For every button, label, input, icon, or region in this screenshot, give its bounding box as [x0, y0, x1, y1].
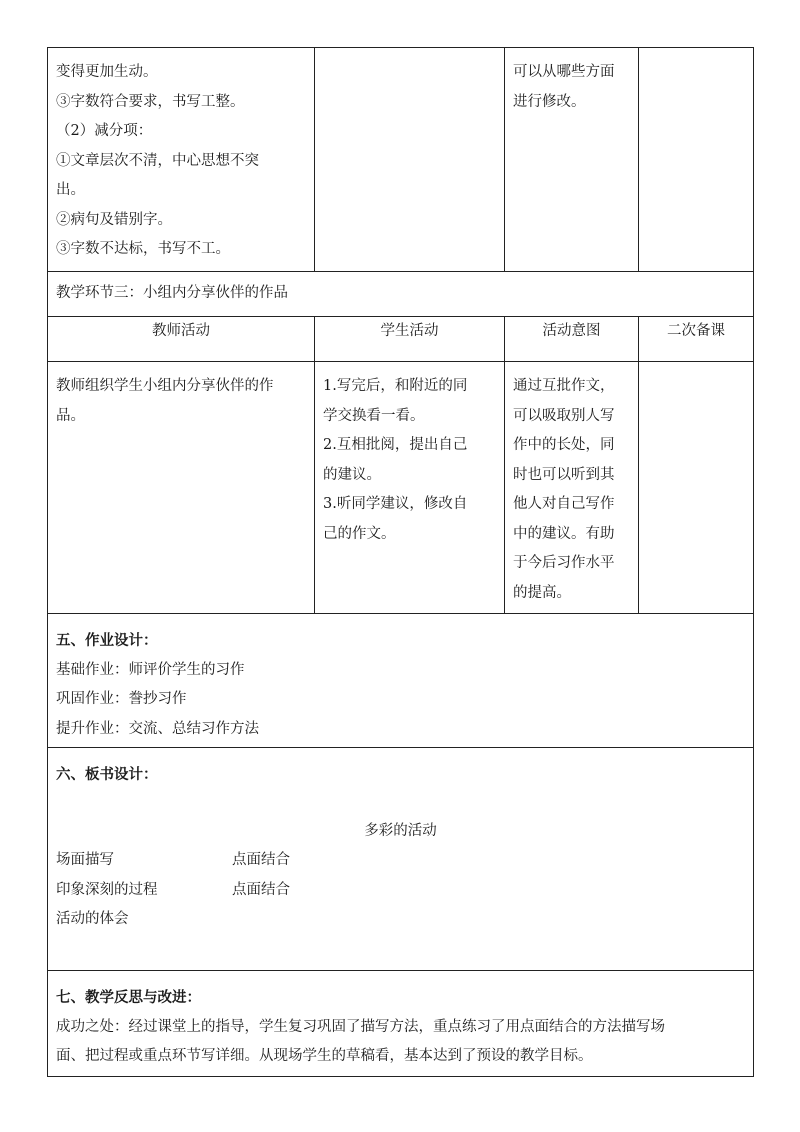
homework-line: 提升作业：交流、总结习作方法 [56, 720, 259, 737]
board-entry-left: 印象深刻的过程 [56, 881, 158, 898]
reflection-row [48, 971, 754, 1077]
homework-line: 基础作业：师评价学生的习作 [56, 661, 245, 678]
header-student: 学生活动 [315, 317, 505, 362]
lesson-plan-table [47, 47, 754, 1077]
intent-cell [505, 362, 639, 614]
criteria-line: （2）减分项： [56, 123, 153, 139]
board-title: 六、板书设计： [56, 766, 158, 783]
scoring-criteria-cell [48, 48, 315, 272]
criteria-line: 出。 [56, 182, 85, 198]
student-line: 1.写完后，和附近的同 [323, 378, 468, 394]
header-teacher: 教师活动 [48, 317, 315, 362]
board-entry [56, 846, 745, 876]
student-line: 学交换看一看。 [323, 407, 425, 424]
student-line: 的建议。 [323, 466, 381, 483]
homework-cell [48, 614, 754, 748]
header-second-prep: 二次备课 [639, 317, 754, 362]
intent-line: 可以从哪些方面 [513, 64, 615, 80]
criteria-line: ③字数符合要求，书写工整。 [56, 93, 245, 110]
student-line: 己的作文。 [323, 525, 396, 542]
intent-line: 通过互批作文， [513, 378, 615, 394]
intent-line: 可以吸取别人写 [513, 407, 615, 424]
section-title-row [48, 272, 754, 317]
student-activity-cell [315, 362, 505, 614]
intent-line: 时也可以听到其 [513, 466, 615, 483]
teacher-activity-cell [48, 362, 315, 614]
student-line: 3.听同学建议，修改自 [323, 496, 468, 512]
second-prep-cell [639, 48, 754, 272]
header-intent: 活动意图 [505, 317, 639, 362]
criteria-line: ①文章层次不清，中心思想不突 [56, 152, 259, 169]
board-cell [48, 748, 754, 971]
second-prep-cell [639, 362, 754, 614]
criteria-line: 变得更加生动。 [56, 64, 158, 80]
criteria-line: ②病句及错别字。 [56, 211, 172, 228]
criteria-line: ③字数不达标，书写不工。 [56, 241, 230, 257]
board-heading: 多彩的活动 [364, 822, 437, 839]
student-activity-cell [315, 48, 505, 272]
homework-row [48, 614, 754, 748]
intent-line: 的提高。 [513, 584, 571, 601]
continuation-row [48, 48, 754, 272]
board-entry [56, 905, 745, 935]
intent-line: 中的建议。有助 [513, 525, 615, 542]
board-entry-left: 场面描写 [56, 852, 114, 868]
reflection-line: 面、把过程或重点环节写详细。从现场学生的草稿看，基本达到了预设的教学目标。 [56, 1048, 593, 1064]
homework-line: 巩固作业：誊抄习作 [56, 691, 187, 707]
intent-line: 作中的长处，同 [513, 437, 615, 453]
table-header-row [48, 317, 754, 362]
activity-row [48, 362, 754, 614]
intent-cell [505, 48, 639, 272]
board-entry [56, 876, 745, 906]
section3-title: 教学环节三：小组内分享伙伴的作品 [48, 272, 754, 317]
board-row [48, 748, 754, 971]
intent-line: 他人对自己写作 [513, 496, 615, 512]
teacher-line: 品。 [56, 407, 85, 424]
board-entry-right: 点面结合 [232, 881, 290, 898]
board-entry-left: 活动的体会 [56, 911, 129, 927]
intent-line: 于今后习作水平 [513, 555, 615, 571]
board-entry-right: 点面结合 [232, 852, 290, 868]
reflection-title: 七、教学反思与改进： [56, 989, 201, 1006]
intent-line: 进行修改。 [513, 93, 586, 110]
reflection-cell [48, 971, 754, 1077]
homework-title: 五、作业设计： [56, 632, 158, 649]
teacher-line: 教师组织学生小组内分享伙伴的作 [56, 378, 274, 394]
student-line: 2.互相批阅，提出自己 [323, 437, 468, 453]
reflection-line: 成功之处：经过课堂上的指导，学生复习巩固了描写方法，重点练习了用点面结合的方法描写场 [56, 1018, 665, 1035]
